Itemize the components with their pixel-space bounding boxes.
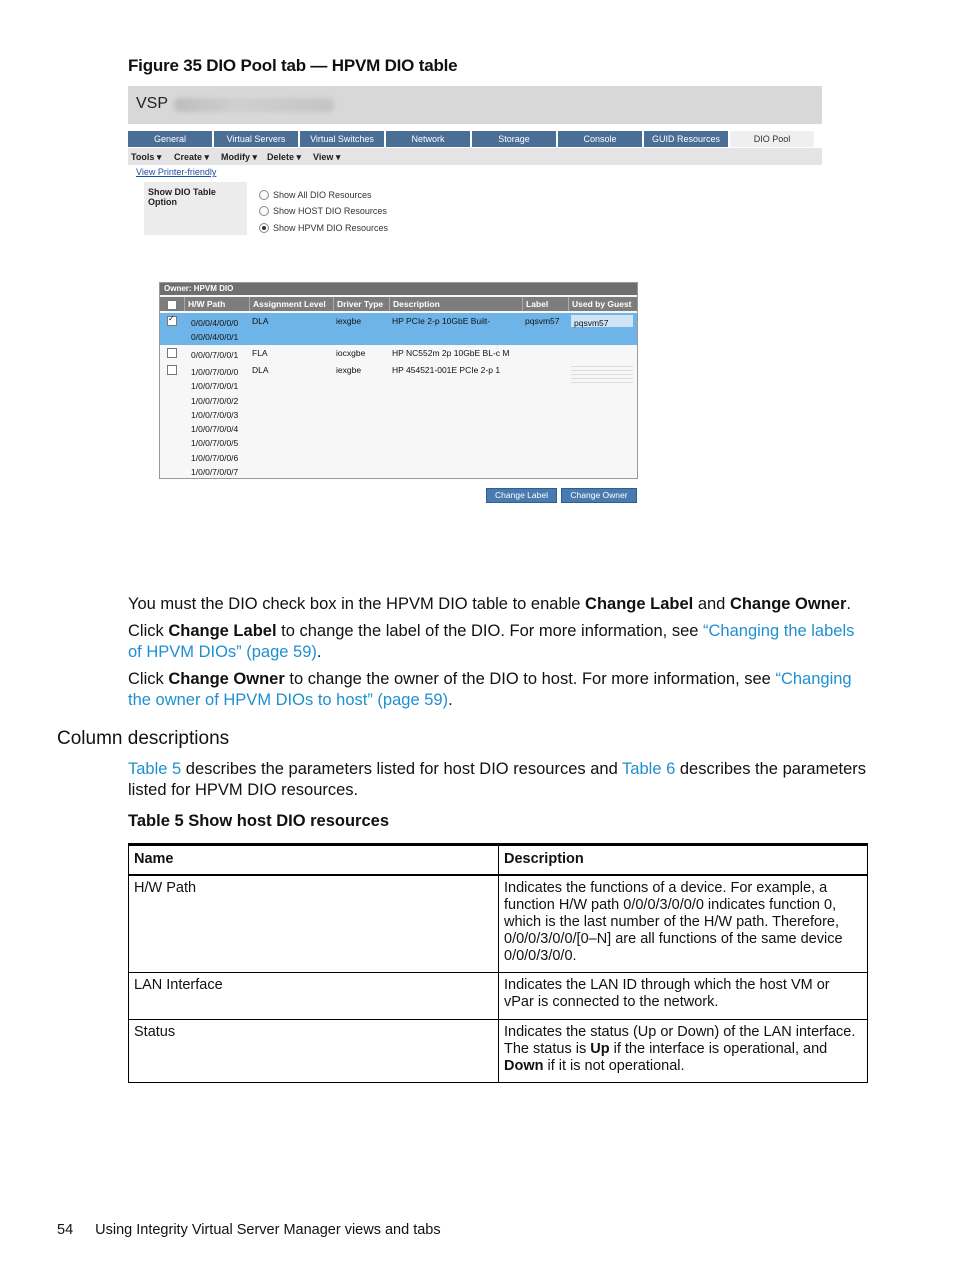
section-heading: Column descriptions [57, 728, 230, 749]
link-table-6[interactable]: Table 6 [622, 760, 676, 778]
table-column-header [160, 297, 637, 311]
radio-button-selected[interactable] [259, 223, 269, 233]
guest-select-list[interactable] [571, 363, 633, 385]
host-dio-resources-table [128, 843, 868, 1083]
page-footer [57, 1222, 441, 1238]
cell-description: Indicates the LAN ID through which the host VM or vPar is connected to the network. [499, 972, 868, 1019]
radio-button[interactable] [259, 190, 269, 200]
row-assignment-level: DLA [252, 316, 269, 326]
dio-table-option-title: Show DIO Table Option [148, 187, 216, 207]
row-hw-path: 0/0/0/4/0/0/0 [191, 318, 239, 328]
paragraph-enable-buttons: You must the DIO check box in the HPVM DIO table to enable Change Label and Change Owner. [128, 595, 851, 613]
table-header-row [129, 845, 868, 876]
row-assignment-level: FLA [252, 348, 268, 358]
row-hw-path: 1/0/0/7/0/0/7 [191, 467, 239, 477]
row-description: HP PCIe 2-p 10GbE Built- [392, 316, 491, 326]
page-number: 54 [57, 1222, 74, 1238]
tab-bar [128, 131, 822, 147]
printer-friendly-link[interactable]: View Printer-friendly [136, 167, 217, 177]
col-description[interactable]: Description [389, 297, 522, 311]
footer-title: Using Integrity Virtual Server Manager views and tabs [95, 1222, 441, 1238]
menu-tools[interactable]: Tools ▾ [131, 152, 162, 162]
row-hw-path: 1/0/0/7/0/0/2 [191, 396, 239, 406]
row-description: HP NC552m 2p 10GbE BL-c M [392, 348, 510, 358]
cell-name: LAN Interface [129, 972, 499, 1019]
radio-show-hpvm[interactable] [259, 223, 388, 233]
hpvm-dio-table [159, 282, 638, 479]
change-owner-button[interactable]: Change Owner [561, 488, 637, 503]
row-hw-path: 1/0/0/7/0/0/4 [191, 424, 239, 434]
col-driver-type[interactable]: Driver Type [333, 297, 389, 311]
tab-dio-pool[interactable]: DIO Pool [730, 131, 814, 147]
tab-guid-resources[interactable]: GUID Resources [644, 131, 728, 147]
select-all-checkbox[interactable] [167, 300, 177, 310]
row-hw-path: 0/0/0/4/0/0/1 [191, 332, 239, 342]
menu-create[interactable]: Create ▾ [174, 152, 210, 162]
col-hw-path[interactable]: H/W Path [184, 297, 249, 311]
cell-name: Status [129, 1019, 499, 1082]
tab-virtual-servers[interactable]: Virtual Servers [214, 131, 298, 147]
link-changing-labels[interactable]: “Changing the labels of HPVM DIOs” (page 59) [128, 622, 855, 661]
row-checkbox-checked[interactable] [167, 316, 177, 326]
row-hw-path: 1/0/0/7/0/0/3 [191, 410, 239, 420]
blurred-hostname [174, 98, 334, 112]
row-assignment-level: DLA [252, 365, 269, 375]
row-hw-path: 1/0/0/7/0/0/0 [191, 367, 239, 377]
header-name: Name [129, 845, 499, 876]
tab-general[interactable]: General [128, 131, 212, 147]
row-driver-type: iexgbe [336, 365, 362, 375]
row-checkbox[interactable] [167, 365, 177, 375]
link-table-5[interactable]: Table 5 [128, 760, 182, 778]
menu-modify[interactable]: Modify ▾ [221, 152, 258, 162]
paragraph-change-owner: Click Change Owner to change the owner of the DIO to host. For more information, see “Changing the owner of HPVM DIOs to host” (page 59). [128, 670, 852, 709]
menu-view[interactable]: View ▾ [313, 152, 341, 162]
radio-label: Show HOST DIO Resources [273, 206, 387, 216]
row-hw-path: 1/0/0/7/0/0/1 [191, 381, 239, 391]
radio-show-all[interactable] [259, 190, 372, 200]
row-label: pqsvm57 [525, 316, 560, 326]
link-changing-owner[interactable]: “Changing the owner of HPVM DIOs to host” (page 59) [128, 670, 852, 709]
col-label[interactable]: Label [522, 297, 568, 311]
cell-name: H/W Path [129, 875, 499, 972]
dio-table-option-box [144, 182, 247, 235]
cell-description: Indicates the status (Up or Down) of the LAN interface. The status is Up if the interface is operational, and Down if it is not operational. [499, 1019, 868, 1082]
header-description: Description [499, 845, 868, 876]
tab-console[interactable]: Console [558, 131, 642, 147]
table-caption: Table 5 Show host DIO resources [128, 812, 390, 830]
row-checkbox[interactable] [167, 348, 177, 358]
paragraph-column-descriptions: Table 5 describes the parameters listed for host DIO resources and Table 6 describes the parameters listed for HPVM DIO resources. [128, 760, 867, 799]
paragraph-change-label: Click Change Label to change the label of the DIO. For more information, see “Changing the labels of HPVM DIOs” (page 59). [128, 622, 855, 661]
table-row [129, 972, 868, 1019]
row-driver-type: iexgbe [336, 316, 362, 326]
menu-delete[interactable]: Delete ▾ [267, 152, 302, 162]
cell-description: Indicates the functions of a device. For example, a function H/W path 0/0/0/3/0/0/0 indicates function 0, which is the last number of the H/W path. Therefore, 0/0/0/3/0/0/[0–N] are all functions of the same device 0/0/0/3/0/0. [499, 875, 868, 972]
row-hw-path: 1/0/0/7/0/0/6 [191, 453, 239, 463]
tab-storage[interactable]: Storage [472, 131, 556, 147]
row-description: HP 454521-001E PCIe 2-p 1 [392, 365, 501, 375]
menu-bar [128, 148, 822, 165]
col-assignment-level[interactable]: Assignment Level [249, 297, 333, 311]
table-row [129, 1019, 868, 1082]
row-hw-path: 1/0/0/7/0/0/5 [191, 438, 239, 448]
radio-label: Show All DIO Resources [273, 190, 372, 200]
row-hw-path: 0/0/0/7/0/0/1 [191, 350, 239, 360]
row-used-by-guest: pqsvm57 [574, 318, 609, 328]
tab-virtual-switches[interactable]: Virtual Switches [300, 131, 384, 147]
radio-show-host[interactable] [259, 206, 387, 216]
figure-caption: Figure 35 DIO Pool tab — HPVM DIO table [128, 56, 458, 75]
radio-label: Show HPVM DIO Resources [273, 223, 389, 233]
vsp-title-bar [128, 86, 822, 124]
change-label-button[interactable]: Change Label [486, 488, 557, 503]
row-driver-type: iocxgbe [336, 348, 366, 358]
radio-button[interactable] [259, 206, 269, 216]
vsp-label: VSP [136, 95, 169, 112]
col-used-by-guest[interactable]: Used by Guest [568, 297, 637, 311]
table-row [129, 875, 868, 972]
table-owner-header: Owner: HPVM DIO [160, 283, 637, 295]
tab-network[interactable]: Network [386, 131, 470, 147]
